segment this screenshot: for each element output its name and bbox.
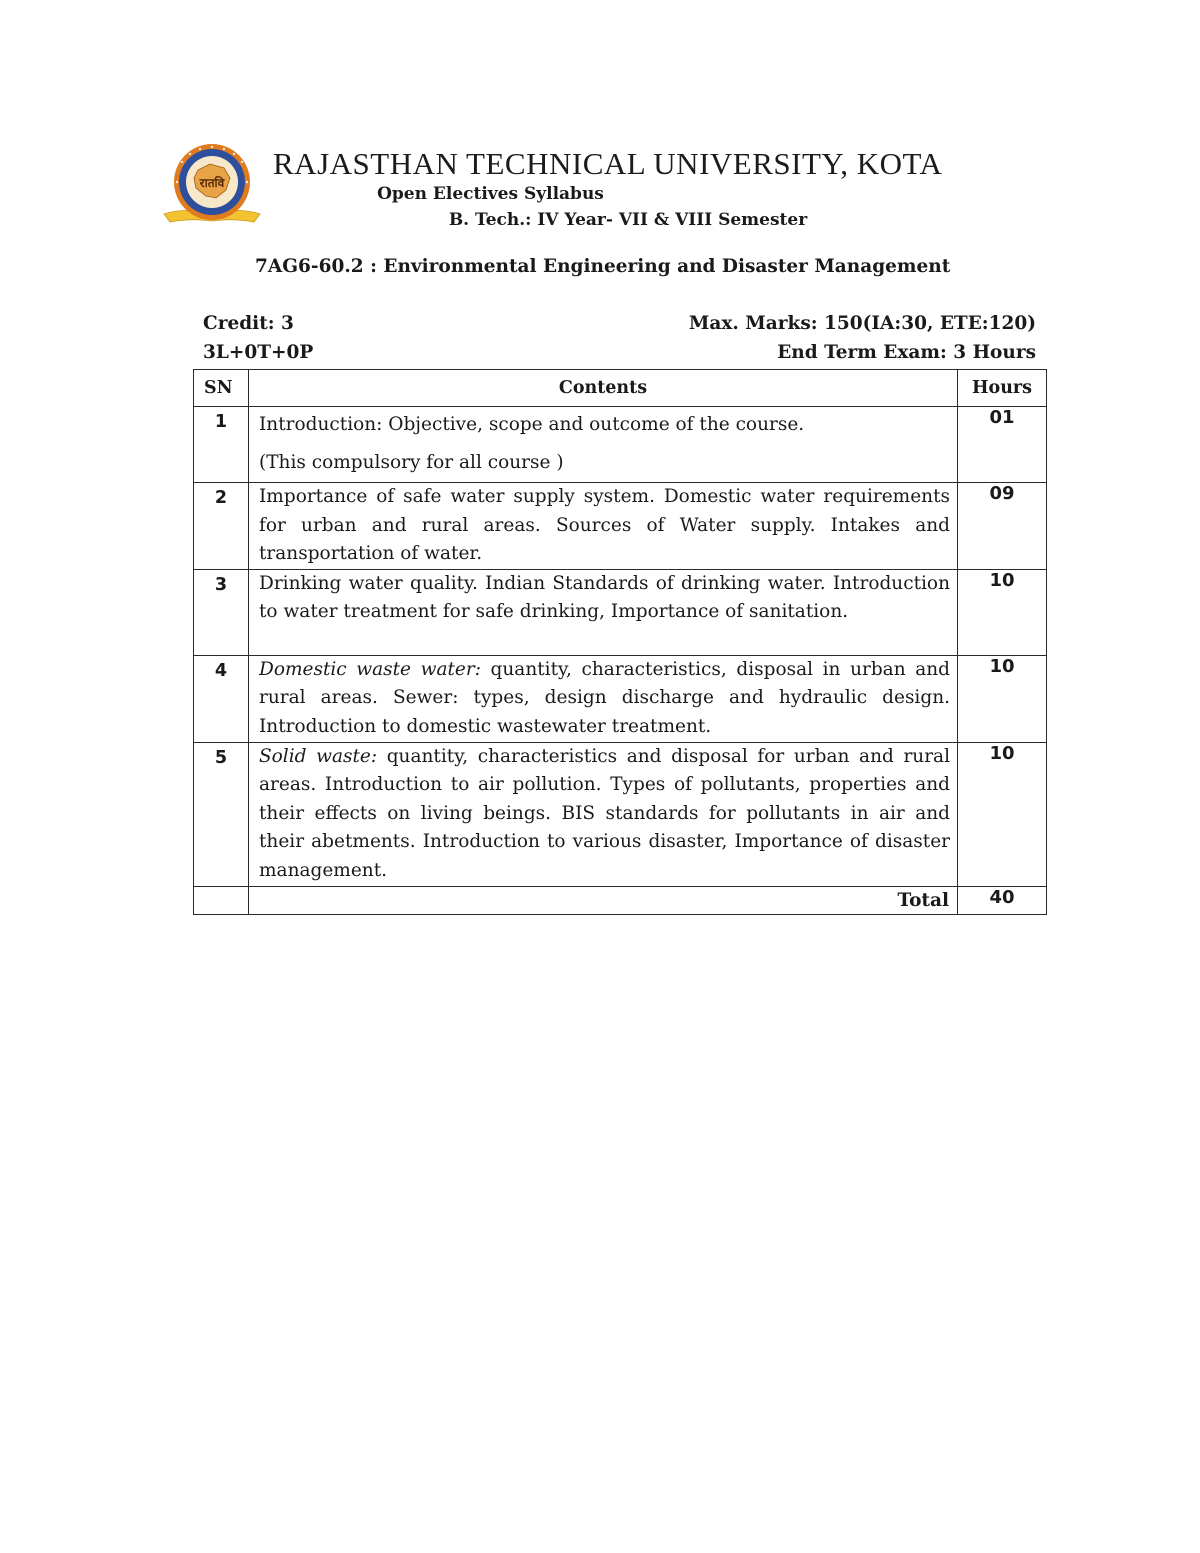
table-header-row bbox=[194, 370, 1047, 407]
total-hours: 40 bbox=[958, 886, 1047, 914]
column-header-contents: Contents bbox=[249, 370, 958, 407]
table-row bbox=[194, 569, 1047, 655]
row-contents-text: Introduction: Objective, scope and outcome of the course. bbox=[259, 414, 805, 435]
university-name: RAJASTHAN TECHNICAL UNIVERSITY, KOTA bbox=[273, 146, 943, 181]
row-hours: 01 bbox=[958, 407, 1047, 483]
row-hours: 10 bbox=[958, 655, 1047, 742]
row-sn: 3 bbox=[194, 569, 249, 655]
total-label: Total bbox=[249, 886, 958, 914]
row-contents-text: quantity, characteristics and disposal for urban and rural areas. Introduction to air pollution. Types of pollutants, properties and their effects on living beings. BIS standards for pollutants in air and their abetments. Introduction to various disaster, Importance of disaster management. bbox=[259, 745, 950, 881]
end-term-exam-label: End Term Exam: 3 Hours bbox=[777, 342, 1036, 363]
row-contents: Drinking water quality. Indian Standards of drinking water. Introduction to water treatment for safe drinking, Importance of sanitation. bbox=[249, 569, 958, 655]
row-contents-italic: Domestic waste water: bbox=[259, 658, 481, 680]
row-contents-text: quantity, characteristics, disposal in urban and rural areas. Sewer: types, design discharge and hydraulic design. Introduction to domestic wastewater treatment. bbox=[259, 658, 950, 737]
syllabus-table bbox=[193, 369, 1047, 915]
table-row bbox=[194, 655, 1047, 742]
program-semester: B. Tech.: IV Year- VII & VIII Semester bbox=[448, 210, 808, 230]
column-header-hours: Hours bbox=[958, 370, 1047, 407]
row-hours: 10 bbox=[958, 742, 1047, 886]
row-contents bbox=[249, 407, 958, 483]
column-header-sn: SN bbox=[194, 370, 249, 407]
table-total-row bbox=[194, 886, 1047, 914]
row-contents-italic: Solid waste: bbox=[259, 745, 378, 767]
row-sn: 1 bbox=[194, 407, 249, 483]
syllabus-subtitle: Open Electives Syllabus bbox=[377, 184, 604, 204]
max-marks-label: Max. Marks: 150(IA:30, ETE:120) bbox=[688, 313, 1036, 334]
svg-text:रातवि: रातवि bbox=[199, 176, 225, 190]
row-sn: 4 bbox=[194, 655, 249, 742]
row-sn: 5 bbox=[194, 742, 249, 886]
table-row bbox=[194, 407, 1047, 483]
row-sn: 2 bbox=[194, 483, 249, 570]
table-row bbox=[194, 483, 1047, 570]
total-row-sn-cell bbox=[194, 886, 249, 914]
table-row bbox=[194, 742, 1047, 886]
row-contents: Importance of safe water supply system. Domestic water requirements for urban and rural areas. Sources of Water supply. Intakes and transportation of water. bbox=[249, 483, 958, 570]
row-hours: 09 bbox=[958, 483, 1047, 570]
row-contents-note: (This compulsory for all course ) bbox=[259, 451, 564, 473]
row-contents bbox=[249, 742, 958, 886]
row-hours: 10 bbox=[958, 569, 1047, 655]
row-contents bbox=[249, 655, 958, 742]
credit-label: Credit: 3 bbox=[203, 313, 294, 334]
ltp-label: 3L+0T+0P bbox=[203, 342, 314, 363]
course-title: 7AG6-60.2 : Environmental Engineering and Disaster Management bbox=[255, 256, 951, 277]
